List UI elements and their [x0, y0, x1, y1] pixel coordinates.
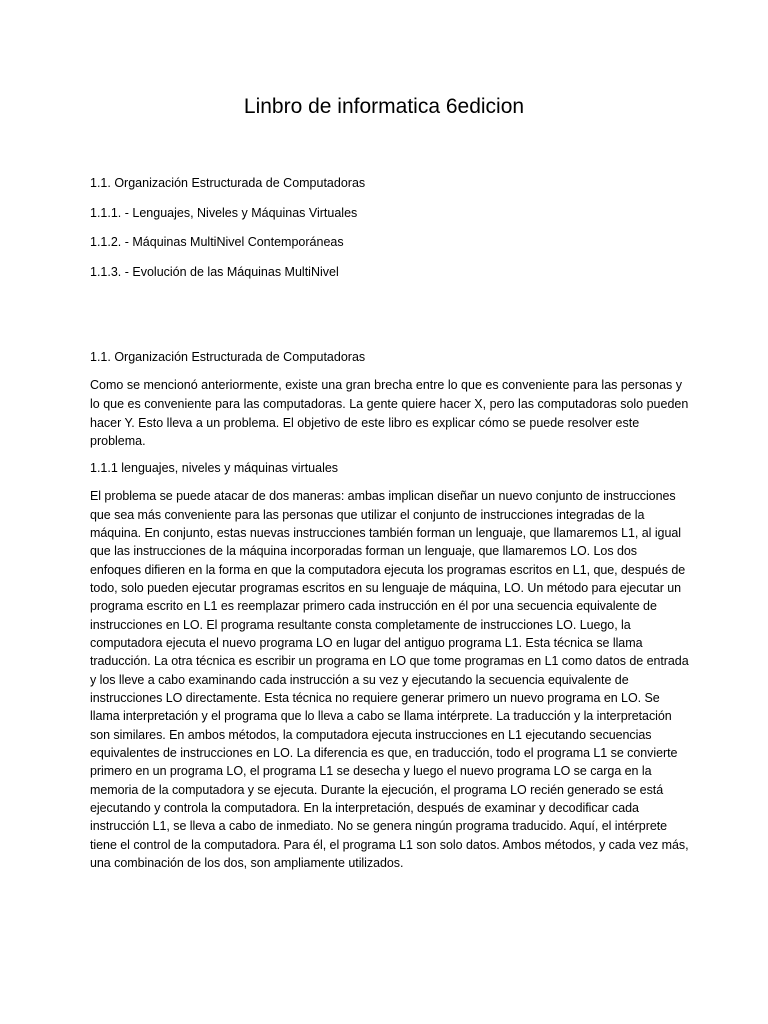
section-heading: 1.1. Organización Estructurada de Computadoras: [90, 350, 366, 364]
document-body: [90, 348, 690, 880]
toc-item-1-1-1: 1.1.1. - Lenguajes, Niveles y Máquinas Virtuales: [90, 205, 358, 220]
table-of-contents: [90, 174, 690, 292]
toc-item-1-1-2: 1.1.2. - Máquinas MultiNivel Contemporáneas: [90, 235, 344, 249]
page-title: Linbro de informatica 6edicion: [243, 95, 525, 118]
intro-paragraph: Como se mencionó anteriormente, existe una gran brecha entre lo que es conveniente para las personas y lo que es conveniente para las computadoras. La gente quiere hacer X, pero las computadoras solo pueden hacer Y. Esto lleva a un problema. El objetivo de este libro es explicar cómo se puede resolver este problema.: [90, 378, 689, 449]
toc-item-1-1: 1.1. Organización Estructurada de Computadoras: [90, 176, 366, 190]
toc-item-1-1-3: 1.1.3. - Evolución de las Máquinas MultiNivel: [90, 264, 339, 279]
body-paragraph: El problema se puede atacar de dos maneras: ambas implican diseñar un nuevo conjunto de instrucciones que sea más conveniente para las personas que utilizar el conjunto de instrucciones integradas de la máquina. En conjunto, estas nuevas instrucciones también forman un lenguaje, que llamaremos L1, al igual que las instrucciones de la máquina incorporadas forman un lenguaje, que llamaremos LO. Los dos enfoques difieren en la forma en que la computadora ejecuta los programas escritos en L1, que, después de todo, solo pueden ejecutar programas escritos en su lenguaje de máquina, LO. Un método para ejecutar un programa escrito en L1 es reemplazar primero cada instrucción en él por una secuencia equivalente de instrucciones en LO. El programa resultante consta completamente de instrucciones LO. Luego, la computadora ejecuta el nuevo programa LO en lugar del antiguo programa L1. Esta técnica se llama traducción. La otra técnica es escribir un programa en LO que tome programas en L1 como datos de entrada y los lleve a cabo examinando cada instrucción a su vez y ejecutando la secuencia equivalente de instrucciones LO directamente. Esta técnica no requiere generar primero un nuevo programa en LO. Se llama interpretación y el programa que lo lleva a cabo se llama intérprete. La traducción y la interpretación son similares. En ambos métodos, la computadora ejecuta instrucciones en L1 ejecutando secuencias equivalentes de instrucciones en LO. La diferencia es que, en traducción, todo el programa L1 se convierte primero en un programa LO, el programa L1 se desecha y luego el nuevo programa LO se carga en la memoria de la computadora y se ejecuta. Durante la ejecución, el programa LO recién generado se está ejecutando y controla la computadora. En la interpretación, después de examinar y decodificar cada instrucción L1, se lleva a cabo de inmediato. No se genera ningún programa traducido. Aquí, el intérprete tiene el control de la computadora. Para él, el programa L1 son solo datos. Ambos métodos, y cada vez más, una combinación de los dos, son ampliamente utilizados.: [90, 489, 689, 871]
subsection-heading: 1.1.1 lenguajes, niveles y máquinas virtuales: [90, 461, 339, 476]
